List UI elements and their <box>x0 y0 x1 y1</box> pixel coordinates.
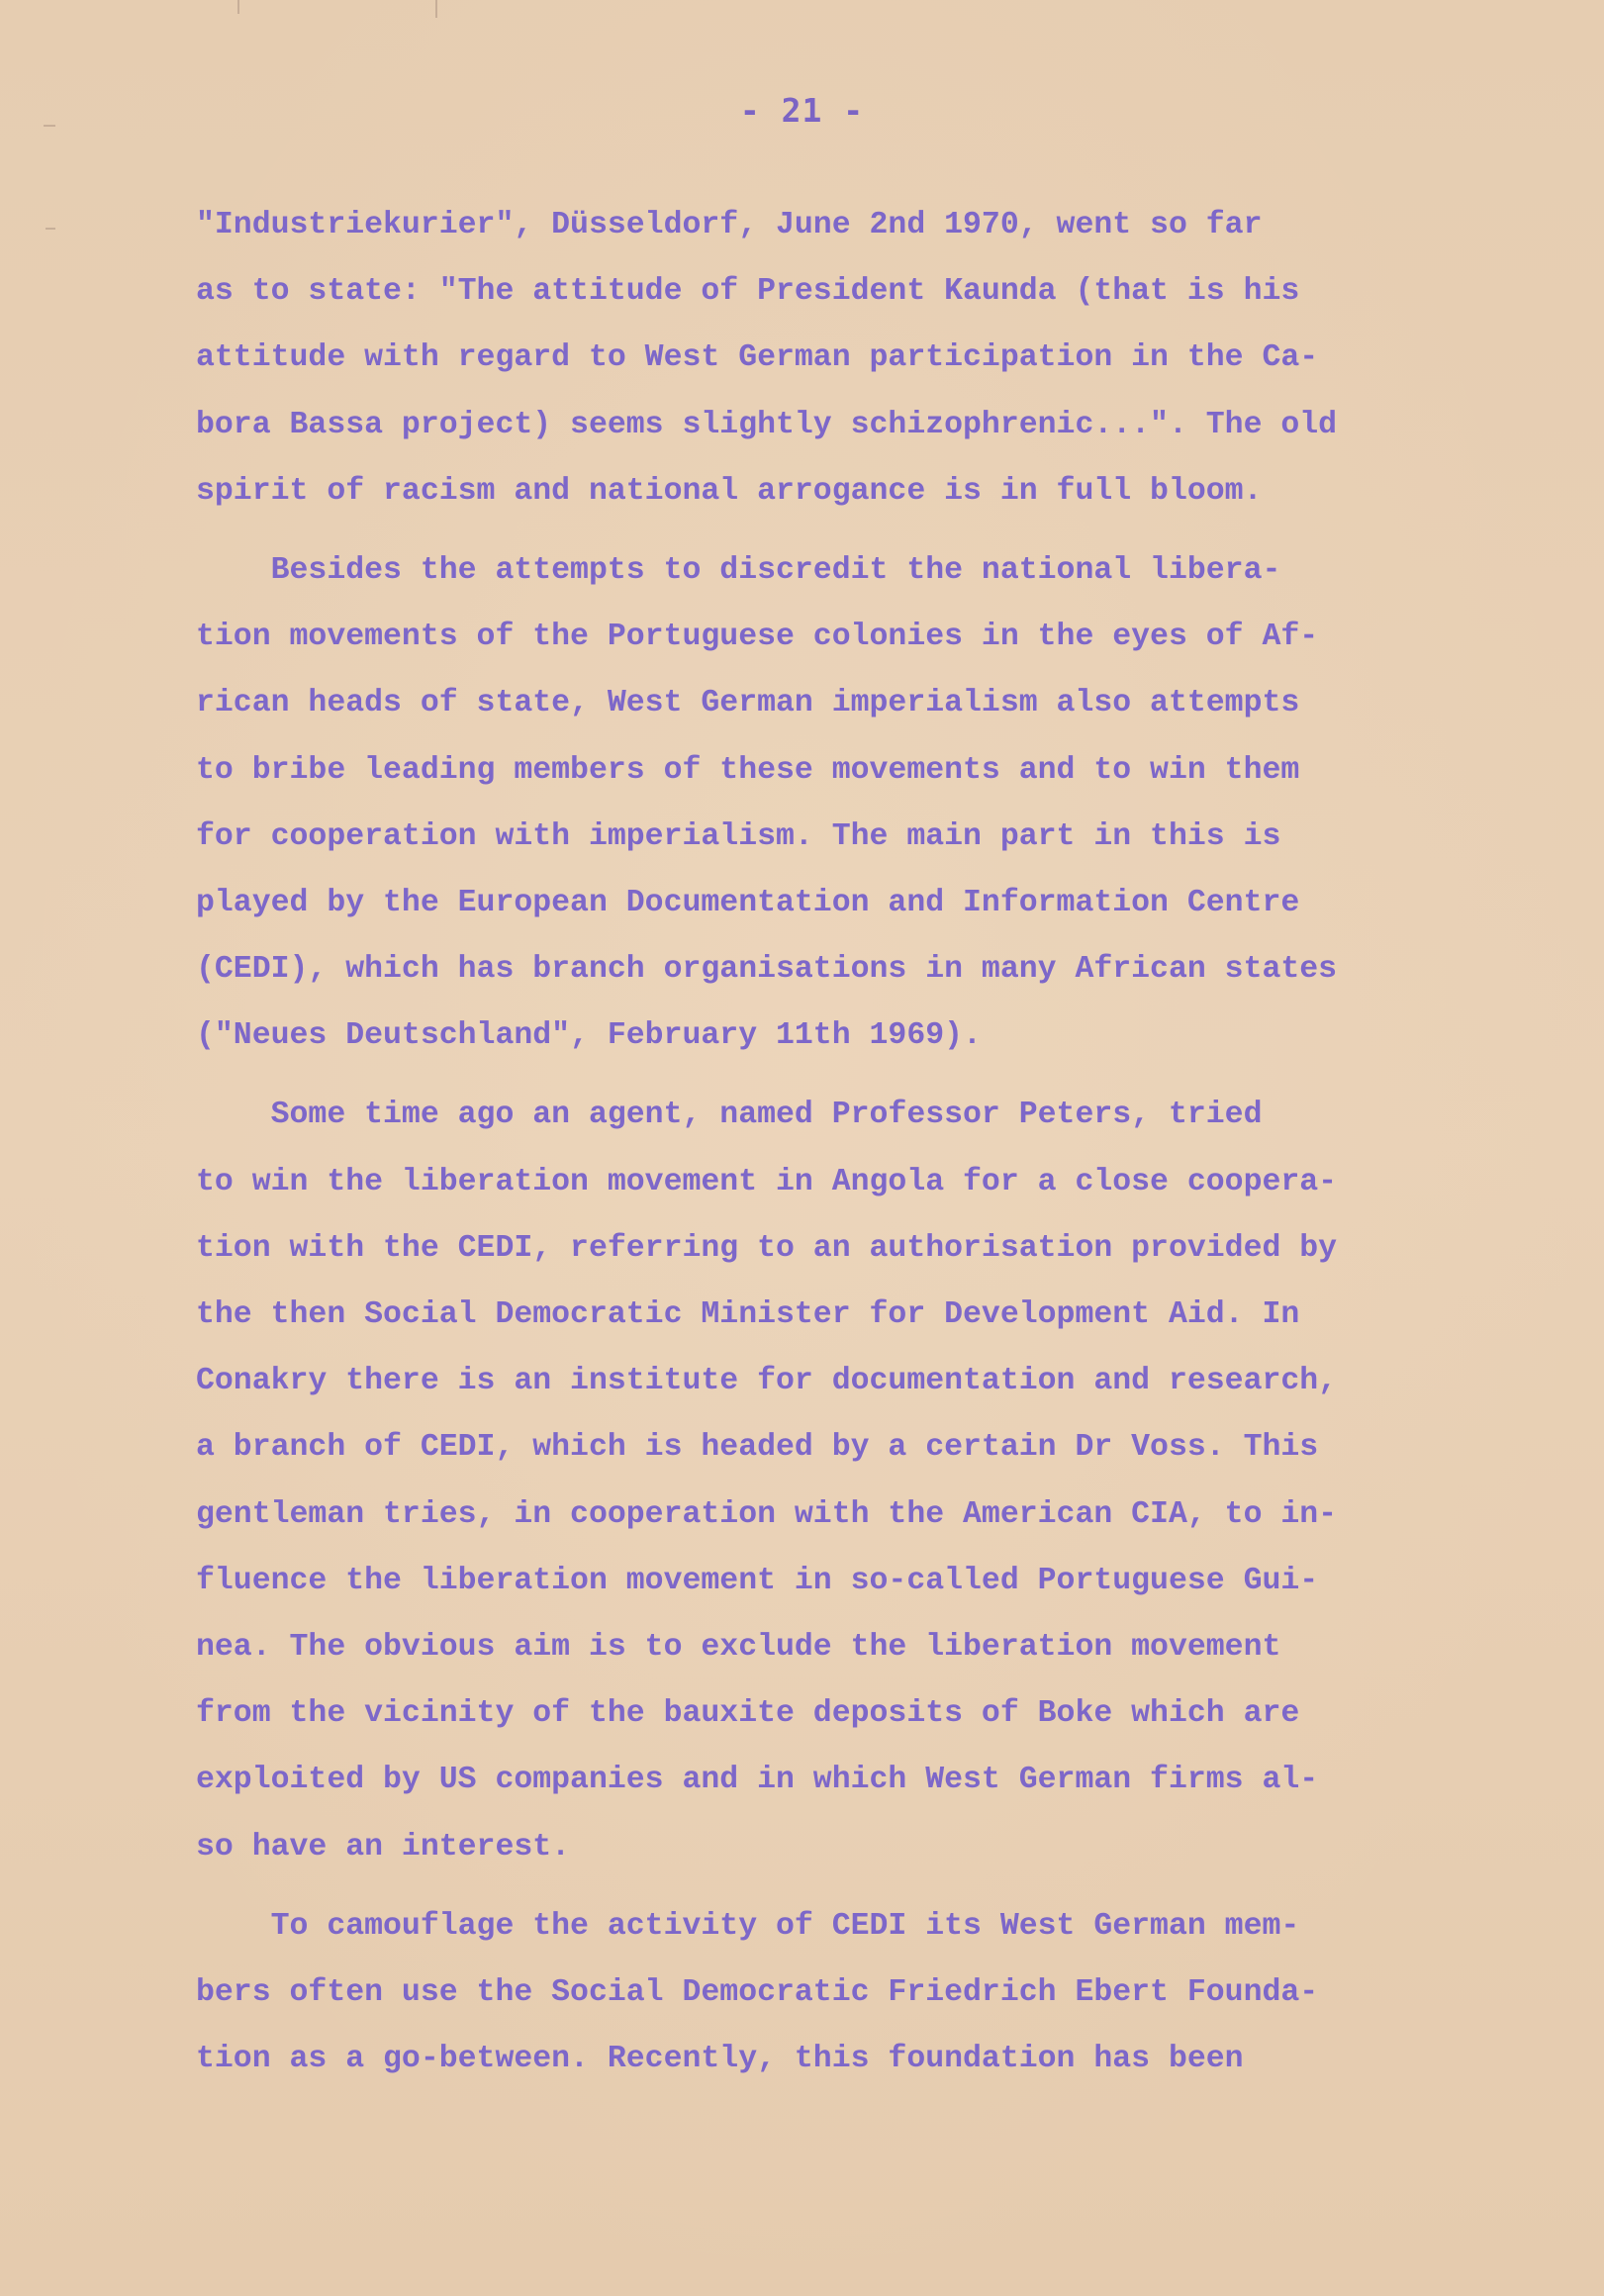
text-line: a branch of CEDI, which is headed by a certain Dr Voss. This <box>196 1430 1319 1466</box>
page-edge-mark <box>237 0 239 14</box>
text-line: gentleman tries, in cooperation with the American CIA, to in- <box>196 1496 1338 1532</box>
text-line: to win the liberation movement in Angola for a close coopera- <box>196 1164 1338 1199</box>
text-line: tion as a go-between. Recently, this foundation has been <box>196 2042 1244 2077</box>
text-line: so have an interest. <box>196 1829 571 1865</box>
paragraph <box>196 1082 1482 1879</box>
text-line: exploited by US companies and in which West German firms al- <box>196 1763 1319 1798</box>
text-line: as to state: "The attitude of President Kaunda (that is his <box>196 274 1300 310</box>
body-text <box>196 192 1482 2092</box>
paragraph <box>196 1893 1482 2093</box>
text-line: for cooperation with imperialism. The main part in this is <box>196 818 1281 854</box>
text-line: fluence the liberation movement in so-called Portuguese Gui- <box>196 1563 1319 1598</box>
text-line: Conakry there is an institute for documentation and research, <box>196 1364 1338 1399</box>
page-edge-mark <box>435 0 437 18</box>
text-line: bora Bassa project) seems slightly schizophrenic...". The old <box>196 407 1338 442</box>
text-line: tion with the CEDI, referring to an authorisation provided by <box>196 1230 1338 1266</box>
text-line: spirit of racism and national arrogance is in full bloom. <box>196 473 1263 509</box>
page-number: - 21 - <box>739 91 865 130</box>
paragraph <box>196 192 1482 525</box>
text-line: To camouflage the activity of CEDI its West German mem- <box>196 1908 1300 1944</box>
paragraph-gap <box>196 1880 1482 1893</box>
paragraph <box>196 537 1482 1070</box>
text-line: (CEDI), which has branch organisations in many African states <box>196 952 1338 988</box>
text-line: attitude with regard to West German participation in the Ca- <box>196 340 1319 376</box>
text-line: tion movements of the Portuguese colonies in the eyes of Af- <box>196 620 1319 655</box>
text-line: Besides the attempts to discredit the national libera- <box>196 552 1281 588</box>
text-line: Some time ago an agent, named Professor Peters, tried <box>196 1098 1263 1133</box>
text-line: the then Social Democratic Minister for Development Aid. In <box>196 1297 1300 1332</box>
text-line: nea. The obvious aim is to exclude the liberation movement <box>196 1629 1281 1665</box>
text-line: from the vicinity of the bauxite deposits of Boke which are <box>196 1696 1300 1732</box>
text-line: rican heads of state, West German imperialism also attempts <box>196 686 1300 721</box>
page-edge-mark <box>46 228 55 230</box>
text-line: played by the European Documentation and Information Centre <box>196 885 1300 920</box>
text-line: ("Neues Deutschland", February 11th 1969). <box>196 1018 982 1054</box>
text-line: to bribe leading members of these movements and to win them <box>196 752 1300 788</box>
paragraph-gap <box>196 525 1482 537</box>
text-line: "Industriekurier", Düsseldorf, June 2nd 1970, went so far <box>196 208 1263 242</box>
paragraph-gap <box>196 1069 1482 1082</box>
text-line: bers often use the Social Democratic Friedrich Ebert Founda- <box>196 1974 1319 2010</box>
